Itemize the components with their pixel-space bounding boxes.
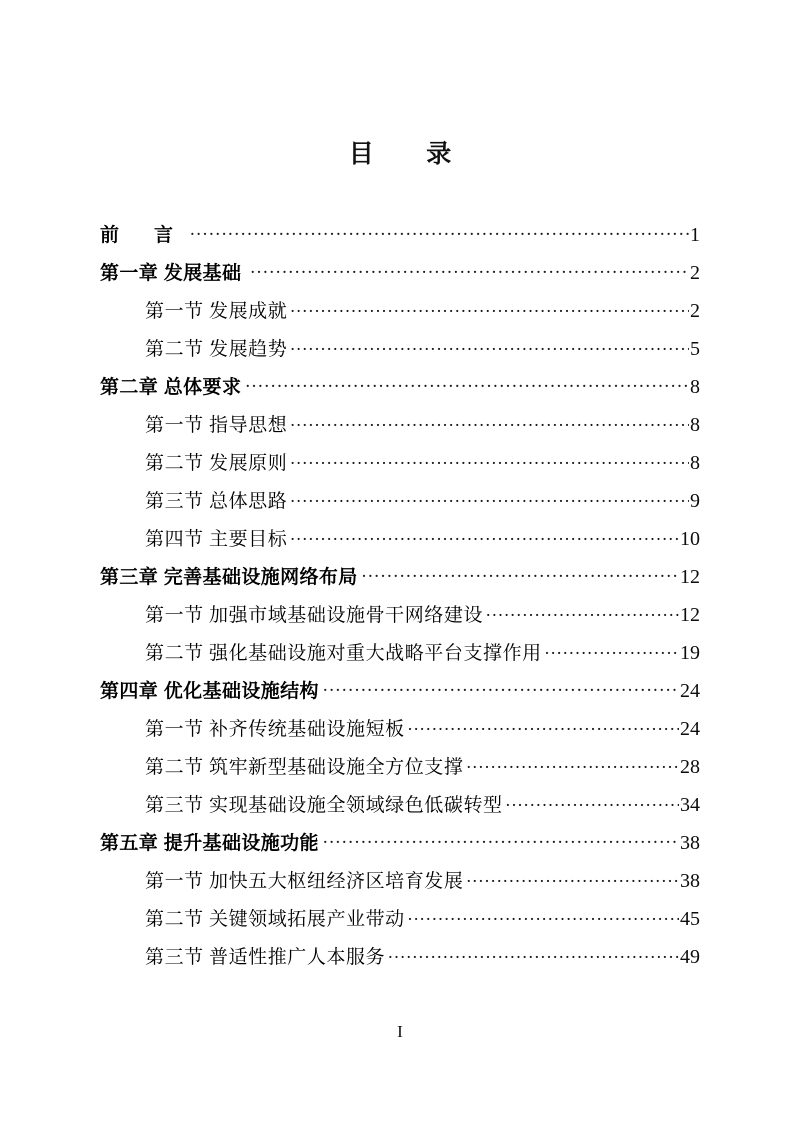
toc-entry-section[interactable] [145,904,700,942]
toc-entry-label: 第三节 普适性推广人本服务 [145,947,386,968]
dot-leader [290,529,679,545]
dot-leader [290,301,689,317]
toc-entry-page-number: 5 [690,338,700,360]
toc-entry-label: 第一节 补齐传统基础设施短板 [145,719,405,740]
dot-leader [290,415,689,431]
toc-entry-page-number: 10 [680,528,700,550]
toc-entry-page-number: 45 [680,908,700,930]
dot-leader [486,605,679,621]
toc-entry-label: 第四节 主要目标 [145,529,288,550]
toc-entry-label: 第三节 总体思路 [145,491,288,512]
toc-entry-page-number: 24 [680,680,700,702]
toc-entry-section[interactable] [145,486,700,524]
toc-entry-label: 第四章 优化基础设施结构 [100,681,319,702]
toc-entry-page-number: 12 [680,566,700,588]
toc-entry-label: 第一节 加快五大枢纽经济区培育发展 [145,871,464,892]
toc-entry-section[interactable] [145,752,700,790]
dot-leader [323,833,679,849]
toc-entry-label: 第二节 关键领域拓展产业带动 [145,909,405,930]
dot-leader [190,225,689,241]
toc-entry-section[interactable] [145,790,700,828]
toc-entry-chapter[interactable] [100,258,700,296]
toc-entry-label: 第一节 加强市域基础设施骨干网络建设 [145,605,484,626]
dot-leader [466,871,679,887]
toc-entry-chapter[interactable] [100,828,700,866]
toc-entry-page-number: 12 [680,604,700,626]
toc-entry-label: 第三章 完善基础设施网络布局 [100,567,358,588]
dot-leader [323,681,679,697]
toc-entry-label: 第三节 实现基础设施全领域绿色低碳转型 [145,795,503,816]
page-number-footer: I [397,1022,403,1041]
toc-entry-chapter[interactable] [100,372,700,410]
toc-entry-label: 第一节 发展成就 [145,301,288,322]
toc-entry-section[interactable] [145,600,700,638]
dot-leader [290,339,689,355]
toc-entry-label: 第二章 总体要求 [100,377,242,398]
toc-entry-section[interactable] [145,524,700,562]
toc-entry-page-number: 28 [680,756,700,778]
toc-entry-label: 第二节 发展趋势 [145,339,288,360]
table-of-contents [100,220,700,980]
dot-leader [250,263,689,279]
dot-leader [506,795,679,811]
toc-entry-section[interactable] [145,638,700,676]
toc-entry-section[interactable] [145,942,700,980]
toc-entry-page-number: 38 [680,870,700,892]
dot-leader [408,909,679,925]
toc-entry-section[interactable] [145,448,700,486]
toc-entry-page-number: 2 [690,262,700,284]
toc-entry-section[interactable] [145,334,700,372]
toc-entry-chapter[interactable] [100,676,700,714]
toc-entry-label: 第五章 提升基础设施功能 [100,833,319,854]
dot-leader [408,719,679,735]
toc-entry-section[interactable] [145,410,700,448]
toc-entry-page-number: 8 [690,414,700,436]
toc-entry-page-number: 8 [690,376,700,398]
toc-entry-label: 第二节 筑牢新型基础设施全方位支撑 [145,757,464,778]
page-title: 目 录 [348,140,465,168]
toc-entry-page-number: 2 [690,300,700,322]
toc-entry-front[interactable] [100,220,700,258]
toc-entry-page-number: 1 [690,224,700,246]
dot-leader [290,491,689,507]
dot-leader [388,947,679,963]
toc-entry-label: 第一章 发展基础 [100,263,242,284]
toc-entry-section[interactable] [145,714,700,752]
toc-entry-page-number: 24 [680,718,700,740]
dot-leader [245,377,689,393]
toc-entry-section[interactable] [145,866,700,904]
toc-entry-page-number: 8 [690,452,700,474]
toc-entry-page-number: 38 [680,832,700,854]
toc-entry-label: 前 言 [100,225,181,246]
dot-leader [290,453,689,469]
toc-entry-page-number: 34 [680,794,700,816]
dot-leader [362,567,679,583]
toc-entry-page-number: 9 [690,490,700,512]
toc-entry-label: 第二节 发展原则 [145,453,288,474]
toc-entry-section[interactable] [145,296,700,334]
toc-entry-page-number: 19 [680,642,700,664]
toc-entry-label: 第一节 指导思想 [145,415,288,436]
toc-entry-page-number: 49 [680,946,700,968]
toc-entry-label: 第二节 强化基础设施对重大战略平台支撑作用 [145,643,542,664]
dot-leader [545,643,679,659]
toc-entry-chapter[interactable] [100,562,700,600]
dot-leader [466,757,679,773]
